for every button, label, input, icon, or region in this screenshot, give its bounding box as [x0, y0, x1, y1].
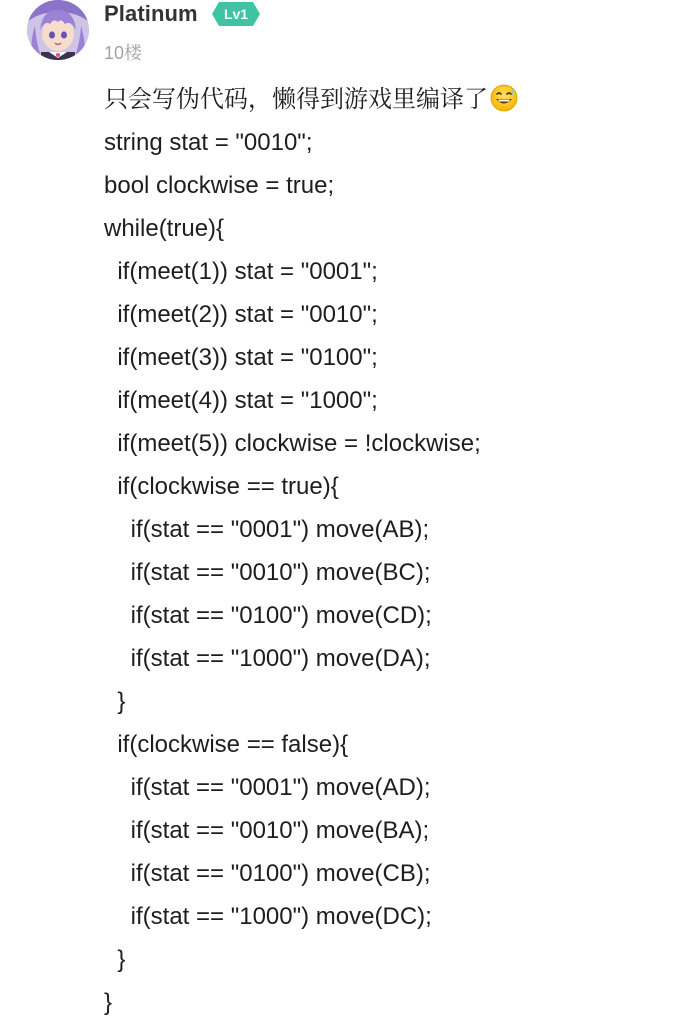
level-label: Lv1: [223, 6, 249, 22]
code-line: if(meet(5)) clockwise = !clockwise;: [104, 430, 481, 457]
code-line: if(stat == "0001") move(AD);: [104, 774, 431, 801]
intro-text: 只会写伪代码，懒得到游戏里编译了: [104, 86, 488, 113]
code-line: if(clockwise == false){: [104, 731, 349, 758]
code-line: if(meet(1)) stat = "0001";: [104, 258, 378, 285]
user-avatar[interactable]: [27, 0, 89, 60]
username[interactable]: Platinum: [104, 1, 198, 26]
code-line: if(stat == "0100") move(CB);: [104, 860, 431, 887]
code-line: if(clockwise == true){: [104, 473, 339, 500]
code-line: if(meet(2)) stat = "0010";: [104, 301, 378, 328]
code-line: }: [104, 688, 126, 715]
grinning-sweat-emoji-icon: [490, 84, 518, 112]
code-line: if(meet(4)) stat = "1000";: [104, 387, 378, 414]
code-line: if(stat == "1000") move(DC);: [104, 903, 432, 930]
code-line: if(stat == "0001") move(AB);: [104, 516, 430, 543]
intro-line: [104, 78, 664, 121]
post-content: [104, 78, 664, 1024]
code-line: string stat = "0010";: [104, 129, 313, 156]
code-line: if(stat == "0100") move(CD);: [104, 602, 432, 629]
level-badge: [212, 2, 260, 26]
code-line: if(meet(3)) stat = "0100";: [104, 344, 378, 371]
anime-avatar-icon: [27, 0, 89, 60]
code-line: if(stat == "0010") move(BC);: [104, 559, 431, 586]
code-line: }: [104, 946, 126, 973]
code-line: }: [104, 989, 113, 1016]
floor-number: 10楼: [104, 43, 143, 63]
code-line: if(stat == "0010") move(BA);: [104, 817, 430, 844]
code-line: bool clockwise = true;: [104, 172, 335, 199]
code-line: while(true){: [104, 215, 225, 242]
code-line: if(stat == "1000") move(DA);: [104, 645, 431, 672]
